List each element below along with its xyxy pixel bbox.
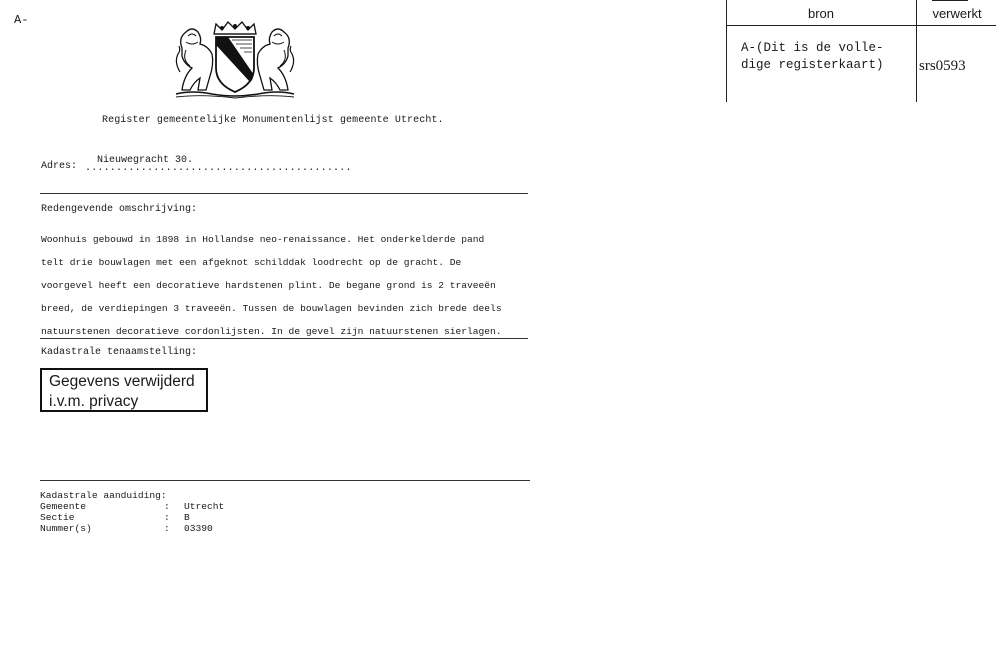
source-column-header: bron [807,6,835,21]
cadastral-sep: : [164,523,170,534]
cadastral-sep: : [164,512,170,523]
address-value: Nieuwegracht 30. [97,155,194,166]
description-line: telt drie bouwlagen met een afgeknot schilddak loodrecht op de gracht. De [41,256,462,268]
address-label: Adres: [41,161,78,172]
description-text [41,222,533,340]
processed-code: srs0593 [919,58,966,74]
cadastral-key: Gemeente [40,501,87,512]
description-line: natuurstenen decoratieve cordonlijsten. In de gevel zijn natuurstenen sierlagen. [41,325,502,337]
cadastral-label: Kadastrale aanduiding: [40,490,167,501]
address-dots: ........................................... [85,163,352,174]
cadastral-key: Nummer(s) [40,523,92,534]
cadastral-value: 03390 [184,523,213,534]
divider [40,338,528,339]
privacy-notice-line: Gegevens verwijderd [49,373,195,390]
cadastral-value: Utrecht [184,501,225,512]
corner-mark: A- [14,13,29,27]
source-table [726,0,1000,102]
divider [40,193,528,194]
description-label: Redengevende omschrijving: [41,204,198,215]
cadastral-value: B [184,512,190,523]
processed-column-header: verwerkt [932,6,982,21]
utrecht-coat-of-arms-icon [172,20,298,100]
description-line: voorgevel heeft een decoratieve hardstenen plint. De begane grond is 2 traveeën [41,279,496,291]
cadastral-sep: : [164,501,170,512]
divider [40,480,530,481]
page-title: Register gemeentelijke Monumentenlijst gemeente Utrecht. [102,115,444,126]
description-line: breed, de verdiepingen 3 traveeën. Tussen de bouwlagen bevinden zich brede deels [41,302,502,314]
ownership-label: Kadastrale tenaamstelling: [41,347,198,358]
description-line: Woonhuis gebouwd in 1898 in Hollandse neo-renaissance. Het onderkelderde pand [41,233,485,245]
privacy-notice-line: i.v.m. privacy [49,393,139,410]
cadastral-key: Sectie [40,512,75,523]
privacy-notice [40,368,208,412]
source-text: A-(Dit is de volle- dige registerkaart) [741,41,884,72]
